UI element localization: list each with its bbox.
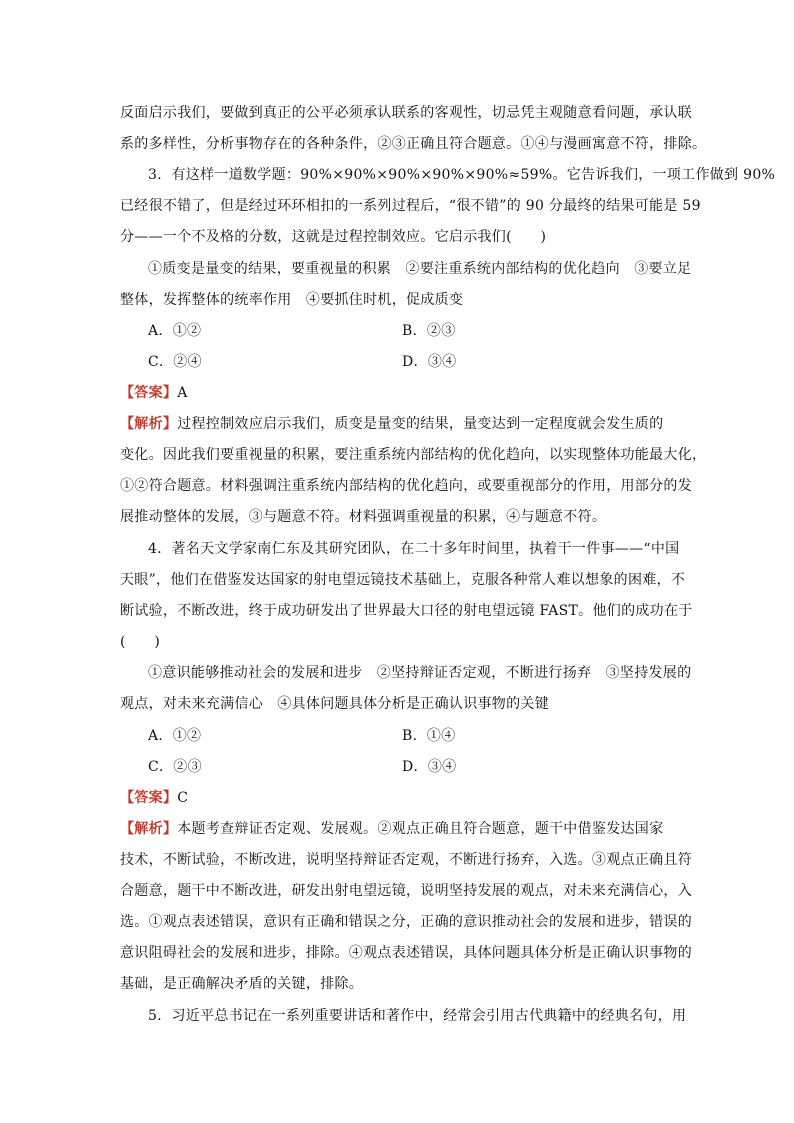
q4-analysis-line-2: 技术，不断试验，不断改进，说明坚持辩证否定观，不断进行扬弃，入选。③观点正确且符 [120,852,692,868]
analysis-text: 过程控制效应启示我们，质变是量变的结果，量变达到一定程度就会发生质的 [177,416,664,432]
q3-option-d: D．③④ [402,354,457,370]
q5-stem-line-1: 5．习近平总书记在一系列重要讲话和著作中，经常会引用古代典籍中的经典名句，用 [148,1008,687,1024]
q4-analysis-line-3: 合题意，题干中不断改进，研发出射电望远镜，说明坚持发展的观点，对未来充满信心，入 [120,883,692,899]
q3-items-line-1: ①质变是量变的结果，要重视量的积累 ②要注重系统内部结构的优化趋向 ③要立足 [148,261,692,277]
answer-value: A [177,385,188,401]
q3-stem-line-2: 已经很不错了，但是经过环环相扣的一系列过程后，“很不错”的 90 分最终的结果可能是 59 [120,198,701,214]
q4-stem-line-1: 4．著名天文学家南仁东及其研究团队，在二十多年时间里，执着干一件事——“中国 [148,541,680,557]
q4-analysis-line-6: 基础，是正确解决矛盾的关键，排除。 [120,976,364,992]
q3-option-b: B．②③ [402,323,456,339]
answer-label: 【答案】 [120,790,178,806]
q4-items-line-2: 观点，对未来充满信心 ④具体问题具体分析是正确认识事物的关键 [120,696,549,712]
q4-option-c: C．②③ [148,759,202,775]
q3-analysis-line-1 [120,414,680,434]
q4-option-b: B．①④ [402,728,456,744]
analysis-label: 【解析】 [120,416,178,432]
q3-stem-line-1: 3．有这样一道数学题：90%×90%×90%×90%×90%≈59%。它告诉我们，一项工作做到 90% [148,167,776,183]
q3-analysis-line-4: 展推动整体的发展，③与题意不符。材料强调重视量的积累，④与题意不符。 [120,509,607,525]
q3-option-c: C．②④ [148,354,202,370]
q3-answer [120,383,680,403]
q3-items-line-2: 整体，发挥整体的统率作用 ④要抓住时机，促成质变 [120,292,464,308]
q3-analysis-line-3: ①②符合题意。材料强调注重系统内部结构的优化趋向，或要重视部分的作用，用部分的发 [120,478,692,494]
q4-analysis-line-5: 意识阻碍社会的发展和进步，排除。④观点表述错误，具体问题具体分析是正确认识事物的 [120,945,692,961]
answer-value: C [177,790,189,806]
answer-label: 【答案】 [120,385,178,401]
q4-answer [120,788,680,808]
q4-option-a: A．①② [148,728,202,744]
q3-analysis-line-2: 变化。因此我们要重视量的积累，要注重系统内部结构的优化趋向，以实现整体功能最大化， [120,447,707,463]
q3-option-a: A．①② [148,323,202,339]
q4-option-d: D．③④ [402,759,457,775]
q4-analysis-line-4: 选。①观点表述错误，意识有正确和错误之分，正确的意识推动社会的发展和进步，错误的 [120,914,692,930]
analysis-text: 本题考查辩证否定观、发展观。②观点正确且符合题意，题干中借鉴发达国家 [177,821,664,837]
q4-stem-line-2: 天眼”，他们在借鉴发达国家的射电望远镜技术基础上，克服各种常人难以想象的困难，不 [120,572,686,588]
q3-stem-line-3: 分——一个不及格的分数，这就是过程控制效应。它启示我们( ) [120,229,547,245]
q2-analysis-line-2: 系的多样性，分析事物存在的各种条件，②③正确且符合题意。①④与漫画寓意不符，排除。 [120,136,707,152]
q2-analysis-line-1: 反面启示我们，要做到真正的公平必须承认联系的客观性，切忌凭主观随意看问题，承认联 [120,105,692,121]
q4-analysis-line-1 [120,819,680,839]
q4-stem-line-3: 断试验，不断改进，终于成功研发出了世界最大口径的射电望远镜 FAST。他们的成功在于 [120,603,693,619]
q4-items-line-1: ①意识能够推动社会的发展和进步 ②坚持辩证否定观，不断进行扬弃 ③坚持发展的 [148,665,692,681]
analysis-label: 【解析】 [120,821,178,837]
q4-stem-line-4: ( ) [120,634,161,650]
